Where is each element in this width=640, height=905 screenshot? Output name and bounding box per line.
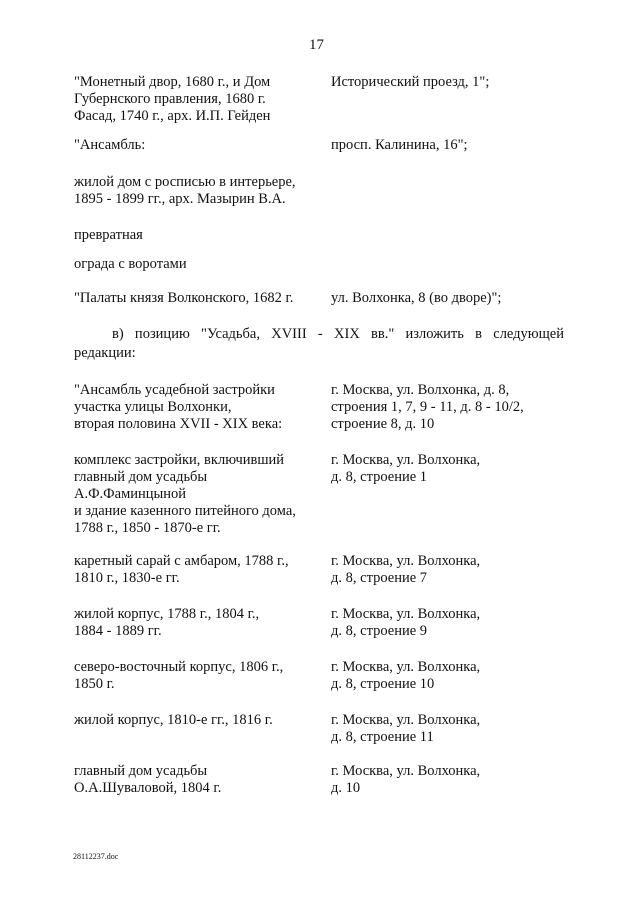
entry-right: г. Москва, ул. Волхонка, д. 8, строение 1 xyxy=(331,452,481,485)
entry-left: превратная xyxy=(74,227,143,243)
entry-right: просп. Калинина, 16"; xyxy=(331,137,468,153)
paragraph-line: в) позицию "Усадьба, XVIII - XIX вв." изложить в следующей xyxy=(112,326,564,342)
entry-left: "Палаты князя Волконского, 1682 г. xyxy=(74,290,294,306)
amendment-paragraph xyxy=(74,325,564,363)
page-number: 17 xyxy=(309,37,324,53)
paragraph-line: редакции: xyxy=(74,345,136,361)
entry-right: Исторический проезд, 1"; xyxy=(331,74,490,90)
entry-left: "Монетный двор, 1680 г., и Дом Губернского правления, 1680 г. Фасад, 1740 г., арх. И.П. Гейден xyxy=(74,74,271,124)
entry-left: жилой корпус, 1810-е гг., 1816 г. xyxy=(74,712,273,728)
entry-left: каретный сарай с амбаром, 1788 г., 1810 г., 1830-е гг. xyxy=(74,553,289,586)
entry-right: г. Москва, ул. Волхонка, д. 8, строение 9 xyxy=(331,606,481,639)
entry-left: "Ансамбль усадебной застройки участка улицы Волхонки, вторая половина XVII - XIX века: xyxy=(74,382,283,432)
entry-left: главный дом усадьбы О.А.Шуваловой, 1804 г. xyxy=(74,763,222,796)
entry-right: г. Москва, ул. Волхонка, д. 8, строение 7 xyxy=(331,553,481,586)
entry-left: жилой корпус, 1788 г., 1804 г., 1884 - 1889 гг. xyxy=(74,606,260,639)
entry-right: г. Москва, ул. Волхонка, д. 8, строения 1, 7, 9 - 11, д. 8 - 10/2, строение 8, д. 10 xyxy=(331,382,524,432)
entry-left: комплекс застройки, включивший главный дом усадьбы А.Ф.Фаминцыной и здание казенного питейного дома, 1788 г., 1850 - 1870-е гг. xyxy=(74,452,296,536)
entry-left: ограда с воротами xyxy=(74,256,187,272)
footer-filename: 28112237.doc xyxy=(73,852,119,861)
entry-right: г. Москва, ул. Волхонка, д. 8, строение 10 xyxy=(331,659,481,692)
entry-right: ул. Волхонка, 8 (во дворе)"; xyxy=(331,290,502,306)
entry-left: "Ансамбль: xyxy=(74,137,146,153)
entry-left: северо-восточный корпус, 1806 г., 1850 г. xyxy=(74,659,284,692)
entry-right: г. Москва, ул. Волхонка, д. 8, строение 11 xyxy=(331,712,481,745)
entry-left: жилой дом с росписью в интерьере, 1895 - 1899 гг., арх. Мазырин В.А. xyxy=(74,174,296,207)
entry-right: г. Москва, ул. Волхонка, д. 10 xyxy=(331,763,481,796)
